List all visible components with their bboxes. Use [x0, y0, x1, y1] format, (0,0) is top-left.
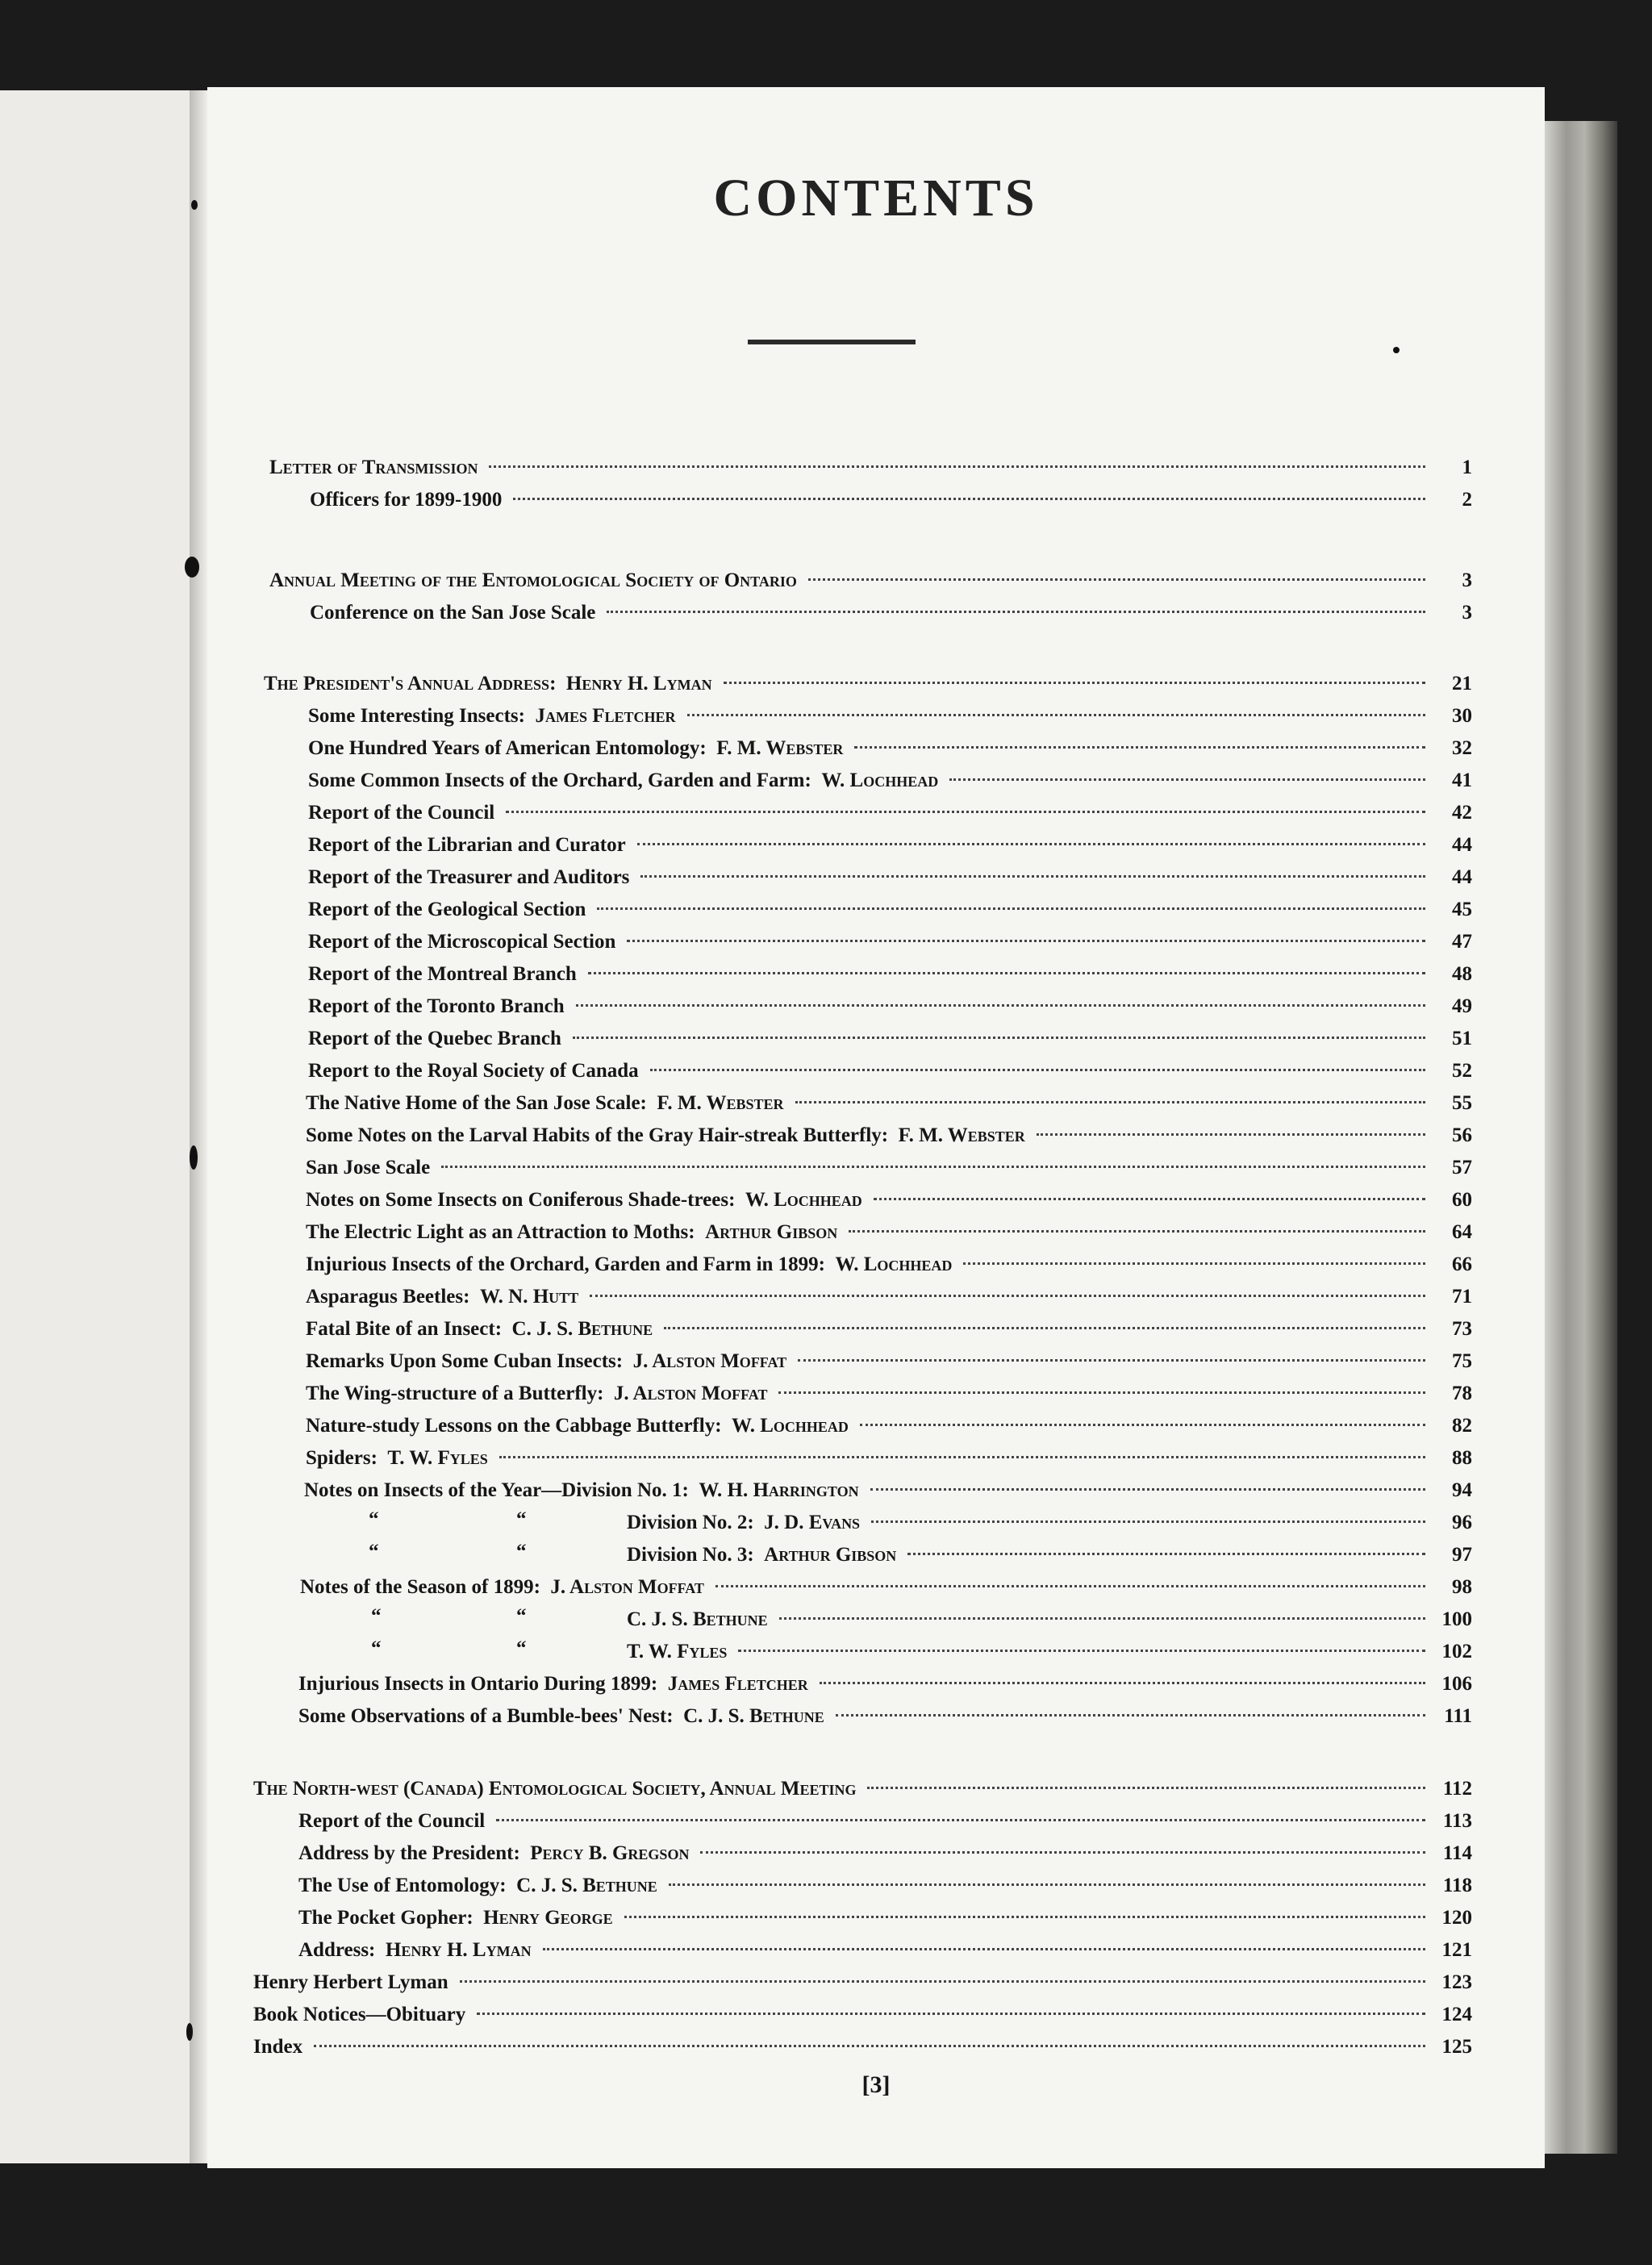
toc-entry — [298, 1837, 1472, 1870]
entry-page: 124 — [1441, 2004, 1472, 2025]
entry-title: Index — [253, 2036, 303, 2058]
entry-title: Conference on the San Jose Scale — [310, 602, 596, 624]
entry-author: J. Alston Moffat — [632, 1350, 787, 1372]
entry-page: 100 — [1441, 1608, 1472, 1630]
dot-leader — [795, 1101, 1425, 1103]
entry-author: James Fletcher — [535, 705, 676, 727]
entry-title: Injurious Insects in Ontario During 1899: — [298, 1673, 658, 1695]
dot-leader — [489, 465, 1425, 468]
entry-author: W. H. Harrington — [699, 1479, 859, 1501]
toc-entry — [306, 1378, 1472, 1410]
entry-page: 73 — [1452, 1318, 1472, 1340]
entry-author: W. N. Hutt — [479, 1286, 579, 1308]
entry-page: 96 — [1452, 1512, 1472, 1533]
entry-author: W. Lochhead — [835, 1253, 953, 1275]
toc-entry — [308, 991, 1472, 1023]
toc-entry — [298, 1805, 1472, 1837]
dot-leader — [314, 2045, 1425, 2047]
entry-page: 60 — [1452, 1189, 1472, 1211]
page-title: CONTENTS — [713, 169, 1039, 227]
toc-entry — [627, 1539, 1472, 1571]
dot-leader — [849, 1230, 1425, 1233]
entry-author: W. Lochhead — [732, 1415, 849, 1437]
entry-title: Notes of the Season of 1899: — [300, 1576, 540, 1598]
dot-leader — [867, 1787, 1425, 1789]
dot-leader — [808, 578, 1425, 581]
dot-leader — [860, 1424, 1425, 1426]
entry-title: Letter of Transmission — [269, 457, 478, 478]
ditto-mark: “ — [369, 1541, 379, 1562]
toc-entry — [308, 765, 1472, 797]
entry-title: Injurious Insects of the Orchard, Garden and Farm in 1899: — [306, 1253, 826, 1275]
entry-author: Henry H. Lyman — [385, 1939, 532, 1961]
entry-page: 57 — [1452, 1157, 1472, 1178]
dot-leader — [637, 843, 1425, 845]
page-block-edge — [1545, 121, 1617, 2154]
entry-author: C. J. S. Bethune — [627, 1608, 768, 1630]
dot-leader — [664, 1327, 1425, 1329]
dot-leader — [460, 1980, 1425, 1983]
toc-entry — [306, 1216, 1472, 1249]
dot-leader — [715, 1585, 1425, 1587]
entry-author: C. J. S. Bethune — [511, 1318, 653, 1340]
toc-entry — [306, 1313, 1472, 1345]
speck-mark — [186, 2023, 193, 2041]
entry-title: Some Observations of a Bumble-bees' Nest: — [298, 1705, 674, 1727]
toc-entry — [253, 2031, 1472, 2063]
entry-title: Report of the Quebec Branch — [308, 1028, 561, 1049]
entry-title: The Use of Entomology: — [298, 1875, 507, 1896]
dot-leader — [513, 498, 1425, 500]
entry-page: 102 — [1441, 1641, 1472, 1662]
ditto-mark: “ — [516, 1605, 527, 1627]
dot-leader — [650, 1069, 1425, 1071]
toc-entry — [308, 894, 1472, 926]
entry-title: Report to the Royal Society of Canada — [308, 1060, 639, 1082]
entry-page: 1 — [1462, 457, 1472, 478]
entry-title: Division No. 2: — [627, 1512, 754, 1533]
entry-author: J. D. Evans — [764, 1512, 861, 1533]
toc-entry — [306, 1184, 1472, 1216]
dot-leader — [687, 714, 1425, 716]
toc-entry — [264, 668, 1472, 700]
toc-entry — [269, 452, 1472, 484]
entry-page: 51 — [1452, 1028, 1472, 1049]
entry-page: 111 — [1444, 1705, 1472, 1727]
dot-leader — [499, 1456, 1425, 1458]
entry-page: 56 — [1452, 1124, 1472, 1146]
dot-leader — [778, 1391, 1425, 1394]
toc-entry — [306, 1152, 1472, 1184]
entry-page: 120 — [1441, 1907, 1472, 1929]
toc-entry — [306, 1281, 1472, 1313]
entry-page: 121 — [1441, 1939, 1472, 1961]
entry-title: Report of the Council — [298, 1810, 486, 1832]
dot-leader — [588, 972, 1425, 974]
entry-page: 94 — [1452, 1479, 1472, 1501]
dot-leader — [907, 1553, 1425, 1555]
entry-title: Fatal Bite of an Insect: — [306, 1318, 503, 1340]
entry-title: Some Interesting Insects: — [308, 705, 525, 727]
dot-leader — [836, 1714, 1425, 1716]
dot-leader — [441, 1166, 1425, 1168]
ditto-mark: “ — [371, 1605, 382, 1627]
entry-title: The Pocket Gopher: — [298, 1907, 473, 1929]
entry-author: C. J. S. Bethune — [516, 1875, 657, 1896]
dot-leader — [820, 1682, 1425, 1684]
entry-page: 44 — [1452, 834, 1472, 856]
dot-leader — [607, 611, 1425, 613]
entry-page: 49 — [1452, 995, 1472, 1017]
toc-entry — [627, 1507, 1472, 1539]
dot-leader — [506, 811, 1425, 813]
toc-entry — [308, 732, 1472, 765]
entry-page: 55 — [1452, 1092, 1472, 1114]
entry-title: Notes on Some Insects on Coniferous Shade-trees: — [306, 1189, 736, 1211]
entry-title: Report of the Geological Section — [308, 899, 586, 920]
ditto-mark: “ — [516, 1637, 527, 1659]
entry-title: Report of the Montreal Branch — [308, 963, 577, 985]
entry-page: 75 — [1452, 1350, 1472, 1372]
entry-title: The Electric Light as an Attraction to Moths: — [306, 1221, 695, 1243]
entry-page: 52 — [1452, 1060, 1472, 1082]
toc-entry — [253, 1967, 1472, 1999]
dot-leader — [798, 1359, 1425, 1362]
entry-title: Report of the Council — [308, 802, 495, 824]
entry-page: 2 — [1462, 489, 1472, 511]
entry-page: 88 — [1452, 1447, 1472, 1469]
entry-page: 42 — [1452, 802, 1472, 824]
toc-entry — [269, 565, 1472, 597]
entry-page: 30 — [1452, 705, 1472, 727]
entry-title: Henry Herbert Lyman — [253, 1971, 448, 1993]
entry-page: 113 — [1442, 1810, 1472, 1832]
entry-page: 106 — [1441, 1673, 1472, 1695]
entry-title: San Jose Scale — [306, 1157, 431, 1178]
entry-title: Address: — [298, 1939, 376, 1961]
dot-leader — [854, 746, 1425, 749]
entry-title: One Hundred Years of American Entomology: — [308, 737, 707, 759]
entry-page: 44 — [1452, 866, 1472, 888]
dot-leader — [669, 1883, 1425, 1886]
entry-title: Some Notes on the Larval Habits of the Gray Hair-streak Butterfly: — [306, 1124, 889, 1146]
entry-page: 48 — [1452, 963, 1472, 985]
entry-title: Report of the Microscopical Section — [308, 931, 616, 953]
entry-title: Spiders: — [306, 1447, 378, 1469]
entry-page: 82 — [1452, 1415, 1472, 1437]
dot-leader — [871, 1520, 1425, 1523]
toc-entry — [310, 484, 1472, 516]
entry-page: 112 — [1442, 1778, 1472, 1800]
toc-entry — [306, 1087, 1472, 1120]
entry-author: James Fletcher — [667, 1673, 808, 1695]
entry-author: Henry H. Lyman — [565, 673, 712, 695]
entry-title: The Wing-structure of a Butterfly: — [306, 1383, 604, 1404]
toc-entry — [308, 958, 1472, 991]
toc-entry — [627, 1636, 1472, 1668]
entry-page: 41 — [1452, 770, 1472, 791]
dot-leader — [640, 875, 1425, 878]
toc-entry — [627, 1604, 1472, 1636]
entry-page: 47 — [1452, 931, 1472, 953]
title-rule — [748, 340, 916, 344]
entry-title: Report of the Librarian and Curator — [308, 834, 626, 856]
book-gutter — [190, 90, 207, 2163]
speck-mark — [190, 1145, 198, 1170]
entry-page: 3 — [1462, 569, 1472, 591]
entry-page: 64 — [1452, 1221, 1472, 1243]
entry-author: T. W. Fyles — [387, 1447, 488, 1469]
toc-entry — [306, 1442, 1472, 1475]
entry-page: 45 — [1452, 899, 1472, 920]
entry-page: 78 — [1452, 1383, 1472, 1404]
entry-title: The North-west (Canada) Entomological Society, Annual Meeting — [253, 1778, 857, 1800]
dot-leader — [738, 1650, 1425, 1652]
entry-title: Nature-study Lessons on the Cabbage Butterfly: — [306, 1415, 722, 1437]
entry-title: Asparagus Beetles: — [306, 1286, 470, 1308]
toc-entry — [306, 1410, 1472, 1442]
toc-entry — [300, 1571, 1472, 1604]
facing-page-edge — [0, 90, 190, 2163]
entry-title: Remarks Upon Some Cuban Insects: — [306, 1350, 624, 1372]
entry-author: Henry George — [483, 1907, 613, 1929]
dot-leader — [597, 907, 1425, 910]
toc-entry — [308, 797, 1472, 829]
contents-page — [207, 87, 1545, 2168]
page-number: [3] — [861, 2071, 891, 2098]
entry-title: Report of the Treasurer and Auditors — [308, 866, 630, 888]
toc-entry — [306, 1345, 1472, 1378]
toc-entry — [310, 597, 1472, 629]
ditto-mark: “ — [516, 1541, 527, 1562]
toc-entry — [308, 700, 1472, 732]
toc-entry — [253, 1773, 1472, 1805]
speck-mark — [185, 557, 199, 578]
entry-page: 3 — [1462, 602, 1472, 624]
entry-title: Book Notices—Obituary — [253, 2004, 466, 2025]
entry-title: Annual Meeting of the Entomological Society of Ontario — [269, 569, 797, 591]
dot-leader — [870, 1488, 1425, 1491]
dot-leader — [949, 778, 1425, 781]
entry-title: The Native Home of the San Jose Scale: — [306, 1092, 647, 1114]
dot-leader — [963, 1262, 1425, 1265]
dot-leader — [573, 1037, 1425, 1039]
entry-page: 21 — [1452, 673, 1472, 695]
dot-leader — [779, 1617, 1425, 1620]
toc-entry — [308, 829, 1472, 861]
dot-leader — [477, 2013, 1425, 2015]
dot-leader — [724, 682, 1425, 684]
entry-title: Address by the President: — [298, 1842, 520, 1864]
ditto-mark: “ — [516, 1508, 527, 1530]
speck-mark — [1393, 347, 1400, 353]
entry-author: J. Alston Moffat — [613, 1383, 768, 1404]
speck-mark — [191, 200, 198, 210]
entry-author: F. M. Webster — [657, 1092, 784, 1114]
entry-author: F. M. Webster — [716, 737, 844, 759]
entry-page: 114 — [1442, 1842, 1472, 1864]
ditto-mark: “ — [371, 1637, 382, 1659]
toc-entry — [298, 1934, 1472, 1967]
entry-author: Arthur Gibson — [764, 1544, 897, 1566]
dot-leader — [874, 1198, 1425, 1200]
entry-title: Officers for 1899-1900 — [310, 489, 503, 511]
entry-author: T. W. Fyles — [627, 1641, 728, 1662]
dot-leader — [627, 940, 1425, 942]
entry-author: C. J. S. Bethune — [683, 1705, 824, 1727]
dot-leader — [700, 1851, 1425, 1854]
toc-entry — [308, 926, 1472, 958]
entry-page: 32 — [1452, 737, 1472, 759]
toc-entry — [308, 1055, 1472, 1087]
entry-title: The President's Annual Address: — [264, 673, 557, 695]
toc-entry — [306, 1120, 1472, 1152]
entry-author: Arthur Gibson — [705, 1221, 838, 1243]
entry-page: 97 — [1452, 1544, 1472, 1566]
toc-entry — [298, 1668, 1472, 1700]
toc-entry — [308, 861, 1472, 894]
entry-author: J. Alston Moffat — [550, 1576, 704, 1598]
entry-title: Some Common Insects of the Orchard, Garden and Farm: — [308, 770, 811, 791]
dot-leader — [1037, 1133, 1425, 1136]
dot-leader — [576, 1004, 1425, 1007]
entry-author: Percy B. Gregson — [530, 1842, 690, 1864]
toc-entry — [253, 1999, 1472, 2031]
entry-page: 66 — [1452, 1253, 1472, 1275]
toc-entry — [298, 1700, 1472, 1733]
entry-title: Division No. 3: — [627, 1544, 754, 1566]
ditto-mark: “ — [369, 1508, 379, 1530]
dot-leader — [624, 1916, 1425, 1918]
toc-entry — [306, 1249, 1472, 1281]
entry-page: 125 — [1441, 2036, 1472, 2058]
toc-entry — [298, 1870, 1472, 1902]
entry-page: 71 — [1452, 1286, 1472, 1308]
entry-page: 118 — [1442, 1875, 1472, 1896]
toc-entry — [298, 1902, 1472, 1934]
entry-page: 98 — [1452, 1576, 1472, 1598]
toc-entry — [304, 1475, 1472, 1507]
dot-leader — [496, 1819, 1425, 1821]
entry-title: Notes on Insects of the Year—Division No. 1: — [304, 1479, 689, 1501]
dot-leader — [590, 1295, 1425, 1297]
entry-author: F. M. Webster — [898, 1124, 1025, 1146]
toc-entry — [308, 1023, 1472, 1055]
entry-author: W. Lochhead — [821, 770, 939, 791]
entry-author: W. Lochhead — [745, 1189, 862, 1211]
entry-title: Report of the Toronto Branch — [308, 995, 565, 1017]
entry-page: 123 — [1441, 1971, 1472, 1993]
dot-leader — [543, 1948, 1425, 1950]
